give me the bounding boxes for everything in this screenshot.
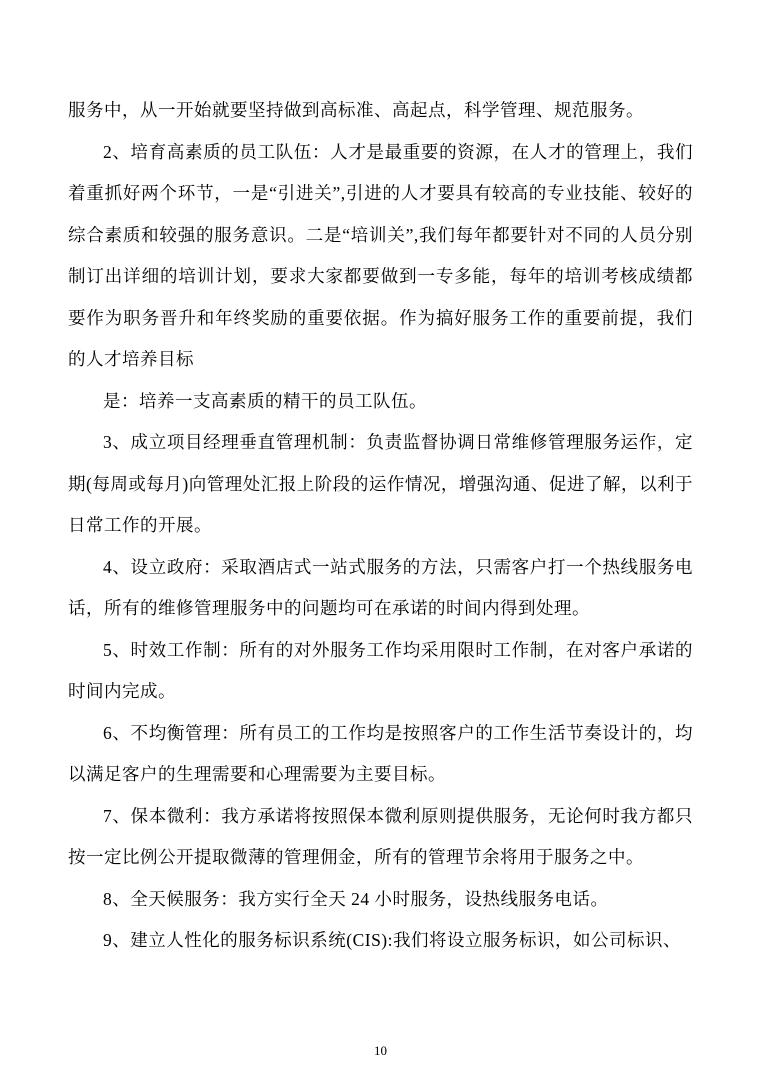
paragraph-item-7: 7、保本微利：我方承诺将按照保本微利原则提供服务，无论何时我方都只按一定比例公开提取微薄的管理佣金，所有的管理节余将用于服务之中。 <box>68 805 693 867</box>
paragraph-item-6: 6、不均衡管理：所有员工的工作均是按照客户的工作生活节奏设计的，均以满足客户的生理需要和心理需要为主要目标。 <box>68 722 693 784</box>
paragraph-item-5: 5、时效工作制：所有的对外服务工作均采用限时工作制，在对客户承诺的时间内完成。 <box>68 639 693 701</box>
paragraph-item-9: 9、建立人性化的服务标识系统(CIS):我们将设立服务标识，如公司标识、 <box>103 930 681 950</box>
paragraph-continuation: 服务中，从一开始就要坚持做到高标准、高起点，科学管理、规范服务。 <box>68 100 644 120</box>
paragraph-item-3: 3、成立项目经理垂直管理机制：负责监督协调日常维修管理服务运作，定期(每周或每月)向管理处汇报上阶段的运作情况，增强沟通、促进了解，以利于日常工作的开展。 <box>68 432 693 535</box>
paragraph-item-4: 4、设立政府：采取酒店式一站式服务的方法，只需客户打一个热线服务电话，所有的维修管理服务中的问题均可在承诺的时间内得到处理。 <box>68 556 693 618</box>
paragraph-item-2-goal: 是：培养一支高素质的精干的员工队伍。 <box>103 390 427 411</box>
paragraph-item-2: 2、培育高素质的员工队伍：人才是最重要的资源，在人才的管理上，我们着重抓好两个环节，一是“引进关”,引进的人才要具有较高的专业技能、较好的综合素质和较强的服务意识。二是“培训关”,我们每年都要针对不同的人员分别制订出详细的培训计划，要求大家都要做到一专多能，每年的培训考核成绩都要作为职务晋升和年终奖励的重要依据。作为搞好服务工作的重要前提，我们的人才培养目标 <box>68 141 693 369</box>
paragraph-item-8: 8、全天候服务：我方实行全天 24 小时服务，设热线服务电话。 <box>103 888 609 909</box>
document-body <box>68 90 693 962</box>
page-number: 10 <box>374 1043 387 1058</box>
